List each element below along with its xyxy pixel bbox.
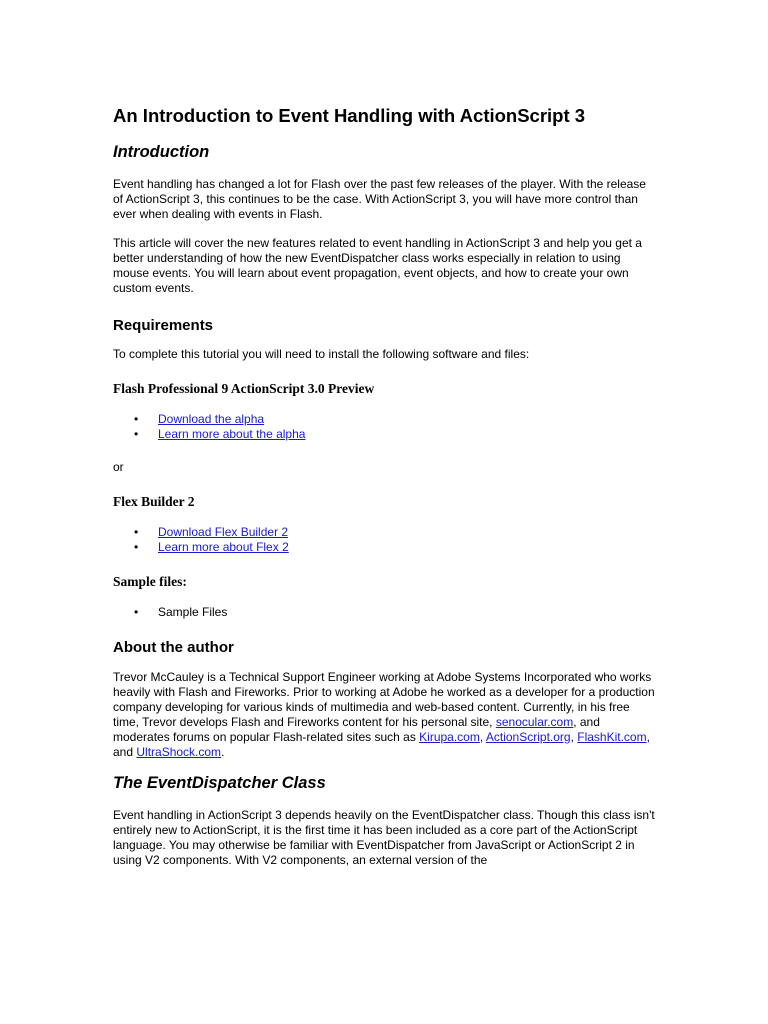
article-title: An Introduction to Event Handling with ActionScript 3 bbox=[113, 105, 586, 126]
flex-heading: Flex Builder 2 bbox=[113, 494, 195, 509]
list-item bbox=[113, 540, 658, 555]
flash-heading: Flash Professional 9 ActionScript 3.0 Preview bbox=[113, 381, 375, 396]
flashkit-link[interactable]: FlashKit.com bbox=[577, 730, 647, 744]
sample-files-list bbox=[113, 605, 658, 620]
author-text-6: . bbox=[221, 745, 225, 759]
author-text-4: , bbox=[570, 730, 578, 744]
or-text: or bbox=[113, 460, 124, 474]
eventdispatcher-paragraph: Event handling in ActionScript 3 depends heavily on the EventDispatcher class. Though this class isn't entirely new to ActionScript, it is the first time it has been included as a core part of the ActionScript language. You may otherwise be familiar with EventDispatcher from JavaScript or ActionScript 2 in using V2 components. With V2 components, an external version of the bbox=[113, 808, 655, 867]
about-author-heading: About the author bbox=[113, 639, 234, 656]
article-content bbox=[113, 104, 658, 868]
learn-more-flex-link[interactable]: Learn more about Flex 2 bbox=[158, 540, 289, 554]
senocular-link[interactable]: senocular.com bbox=[495, 715, 574, 729]
author-text-3: , bbox=[479, 730, 486, 744]
flex-links-list bbox=[113, 525, 658, 555]
requirements-text: To complete this tutorial you will need to install the following software and files: bbox=[113, 347, 530, 361]
actionscript-org-link[interactable]: ActionScript.org bbox=[485, 730, 571, 744]
author-text-5: , and bbox=[113, 730, 650, 759]
author-text-2: , and moderates forums on popular Flash-related sites such as bbox=[113, 715, 600, 744]
intro-paragraph-1: Event handling has changed a lot for Flash over the past few releases of the player. With the release of ActionScript 3, this continues to be the case. With ActionScript 3, you will have more control than ever when dealing with events in Flash. bbox=[113, 177, 646, 221]
download-alpha-link[interactable]: Download the alpha bbox=[158, 412, 265, 426]
download-flex-link[interactable]: Download Flex Builder 2 bbox=[158, 525, 289, 539]
list-item bbox=[113, 427, 658, 442]
introduction-heading: Introduction bbox=[113, 143, 210, 161]
author-paragraph bbox=[113, 670, 658, 760]
intro-paragraph-2: This article will cover the new features related to event handling in ActionScript 3 and help you get a better understanding of how the new EventDispatcher class works especially in relation to using mouse events. You will learn about event propagation, event objects, and how to create your own custom events. bbox=[113, 236, 642, 295]
learn-more-alpha-link[interactable]: Learn more about the alpha bbox=[158, 427, 306, 441]
list-item: • Sample Files bbox=[113, 605, 658, 620]
list-item bbox=[113, 412, 658, 427]
flash-links-list bbox=[113, 412, 658, 442]
ultrashock-link[interactable]: UltraShock.com bbox=[136, 745, 222, 759]
kirupa-link[interactable]: Kirupa.com bbox=[419, 730, 480, 744]
eventdispatcher-heading: The EventDispatcher Class bbox=[113, 774, 326, 792]
requirements-heading: Requirements bbox=[113, 317, 214, 334]
sample-files-heading: Sample files: bbox=[113, 574, 187, 589]
list-item bbox=[113, 525, 658, 540]
author-text-1: Trevor McCauley is a Technical Support Engineer working at Adobe Systems Incorporated who works heavily with Flash and Fireworks. Prior to working at Adobe he worked as a developer for a production company developing for various kinds of multimedia and web-based content. Currently, in his free time, Trevor develops Flash and Fireworks content for his personal site, bbox=[113, 670, 655, 729]
